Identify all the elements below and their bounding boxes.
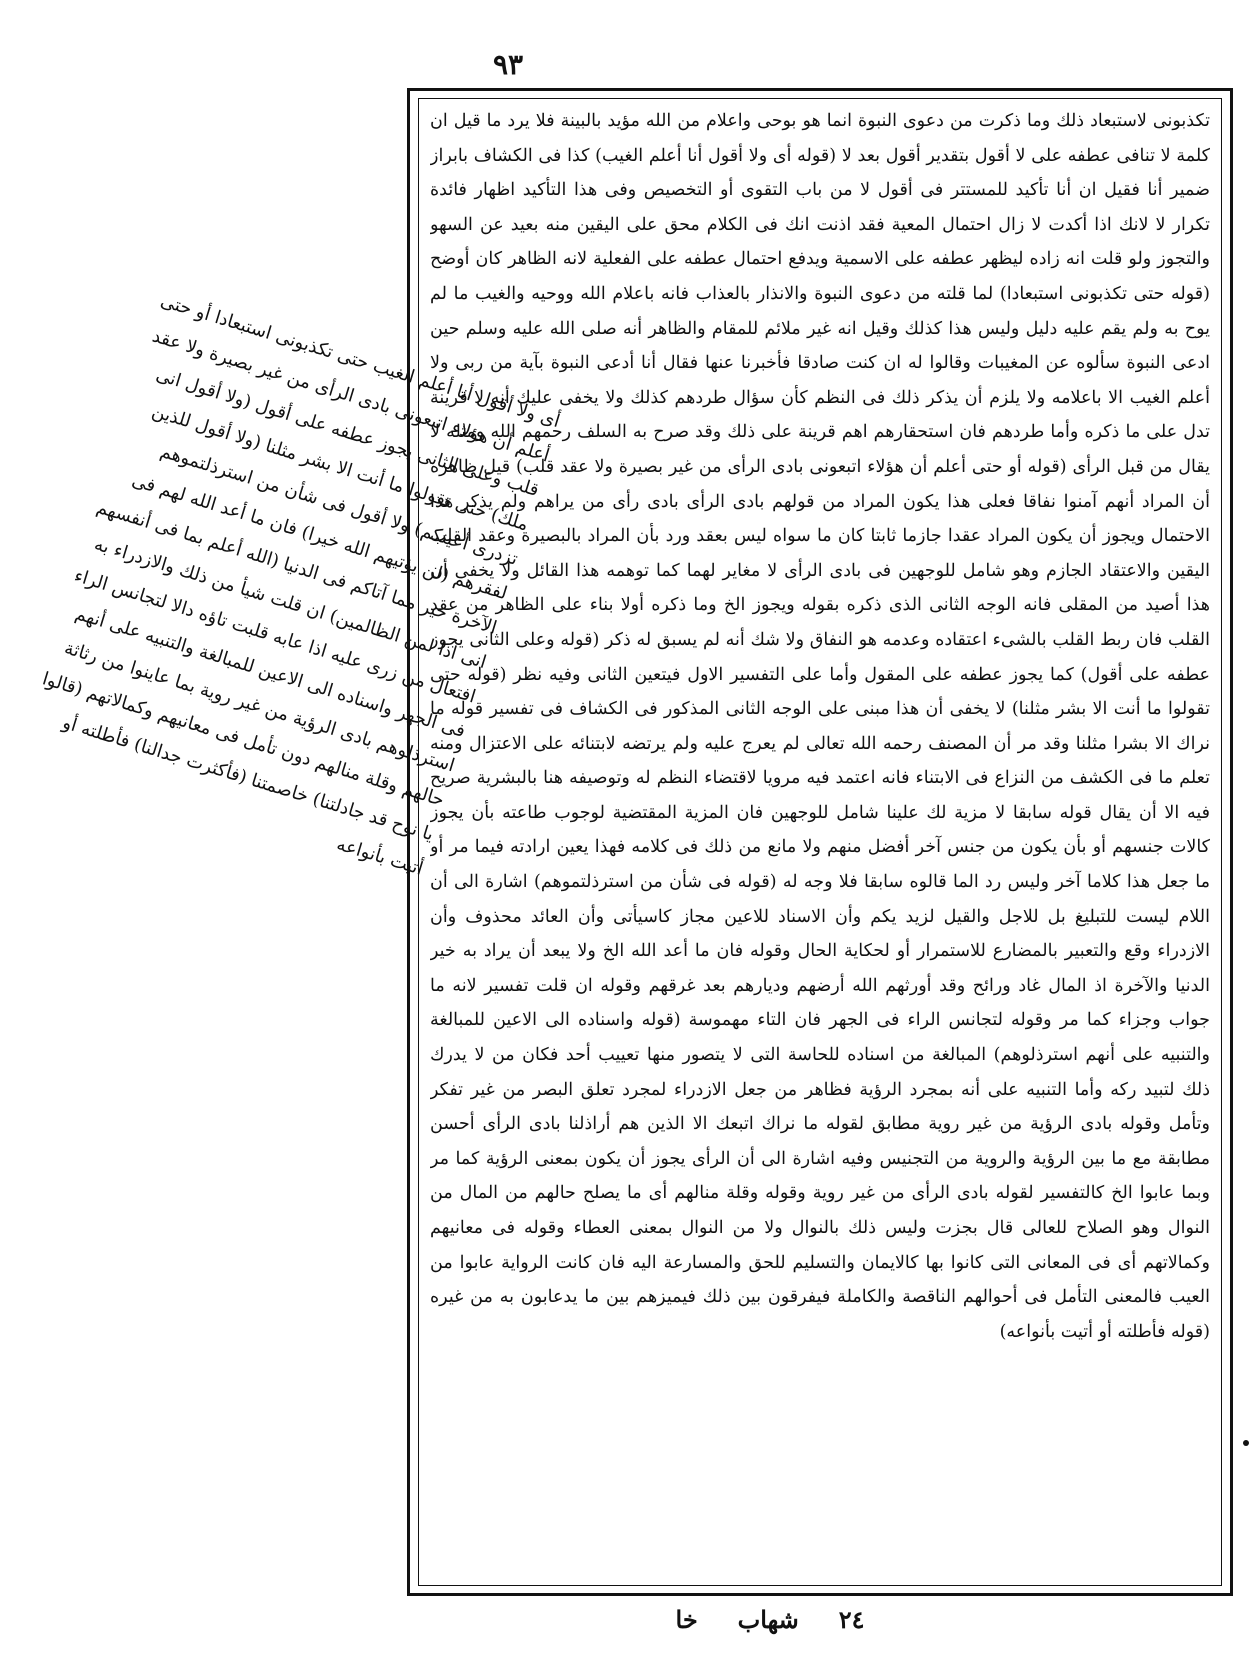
edge-dot <box>1243 1440 1249 1446</box>
footer-number: ٢٤ <box>838 1605 865 1634</box>
main-commentary-text <box>430 104 1210 1580</box>
margin-text-paragraph: أى ولا أقول أنا أعلم الغيب حتى تكذبونى استبعادا أو حتى أعلم أن هؤلاء اتبعونى بادى الرأى من غير بصيرة ولا عقد قلب وعلى الثانى يجوز عطفه على أقول (ولا أقول انى ملك) حتى تقولوا ما أنت الا بشر مثلنا (ولا أقول للذين تزدرى أعينكم) ولا أقول فى شأن من استرذلتموهم لفقرهم (لن يؤتيهم الله خيرا) فان ما أعد الله لهم فى الآخرة خير مما آتاكم فى الدنيا (الله أعلم بما فى أنفسهم انى اذا لمن الظالمين) ان قلت شيأ من ذلك والازدراء به افتعال من زرى عليه اذا عابه قلبت تاؤه دالا لتجانس الراء فى الجهر واسناده الى الاعين للمبالغة والتنبيه على أنهم استرذلوهم بادى الرؤية من غير روية بما عاينوا من رثاثة حالهم وقلة منالهم دون تأمل فى معانيهم وكمالاتهم (قالوا يا نوح قد جادلتنا) خاصمتنا (فأكثرت جدالنا) فأطلته أو أتيت بأنواعه <box>39 290 563 880</box>
footer-signature <box>620 1605 920 1634</box>
footer-title: شهاب <box>737 1605 799 1634</box>
page-number: ٩٣ <box>492 48 524 81</box>
main-text-paragraph: تكذبونى لاستبعاد ذلك وما ذكرت من دعوى النبوة انما هو بوحى واعلام من الله مؤيد بالبينة فلا يرد ما قيل ان كلمة لا تنافى عطفه على لا أقول بتقدير أقول بعد لا (قوله أى ولا أقول أنا أعلم الغيب) كذا فى الكشاف بابراز ضمير أنا فقيل ان أنا تأكيد للمستتر فى أقول لا من باب التقوى أو التخصيص وفى هذا التأكيد اظهار فائدة تكرار لا لانك اذا أكدت لا زال احتمال المعية فقد اذنت انك فى الكلام محق على اليقين منه بعيد عن السهو والتجوز ولو قلت انه زاده ليظهر عطفه على الاسمية ويدفع احتمال عطفه على الفعلية لانه الظاهر كان أوضح (قوله حتى تكذبونى استبعادا) لما قلته من دعوى النبوة والانذار بالعذاب فانه باعلام الله ووحيه والغيب ما لم يوح به ولم يقم عليه دليل وليس هذا كذلك وقيل انه غير ملائم للمقام والظاهر أنه صلى الله عليه وسلم حين ادعى النبوة سألوه عن المغيبات وقالوا له ان كنت صادقا فأخبرنا عنها فقال أنا أدعى النبوة بآية من ربى ولا أعلم الغيب الا باعلامه ولا يلزم أن يذكر ذلك فى النظم كأن سؤال طردهم كذلك ولا يخفى عليك أنه لا قرينة تدل على ما ذكره وأما طردهم فان استحقارهم اهم قرينة على ذلك وقد صرح به السلف رحمهم الله ومثله لا يقال من قبل الرأى (قوله أو حتى أعلم أن هؤلاء اتبعونى بادى الرأى من غير بصيرة ولا عقد قلب) قيل ظاهره أن المراد أنهم آمنوا نفاقا فعلى هذا يكون المراد من قولهم بادى الرأى بادى رأى من يراهم ولم يذكر هذا الاحتمال ويجوز أن يكون المراد عقدا جازما ثابتا كان ما سواه ليس بعقد ورد بأن المراد بالبصيرة وعقد القلب اليقين والاعتقاد الجازم وهو شامل للوجهين فى بادى الرأى لا مغاير لهما كما توهمه هذا القائل ولا يخفى أن هذا أصيد من المقلى فانه الوجه الثانى الذى ذكره بقوله ويجوز الخ وما ذكره أولا بناء على الظاهر من عقد القلب فان ربط القلب بالشىء اعتقاده وعدمه هو النفاق ولا شك أنه لم يسبق له ذكر (قوله وعلى الثانى يجوز عطفه على أقول) كما يجوز عطفه على المقول وأما على التفسير الاول فيتعين الثانى وفيه نظر (قوله حتى تقولوا ما أنت الا بشر مثلنا) لا يخفى أن هذا مبنى على الوجه الثانى المذكور فى الكشاف فى تفسير قوله ما نراك الا بشرا مثلنا وقد مر أن المصنف رحمه الله تعالى لم يعرج عليه ولم يرتضه لابتنائه على الاعتزال ومنه تعلم ما فى الكشف من النزاع فى الابتناء فانه اعتمد فيه مرويا لاقتضاء النظم له وتوصيفه هنا بالبشرية صريح فيه الا أن يقال قوله سابقا لا مزية لك علينا شامل للوجهين فان المزية المقتضية لوجوب طاعته بأن يجوز كالات جنسهم أو بأن يكون من جنس آخر أفضل منهم ولا مانع من ذلك فى كلامه فهذا يعين ارادته فيما مر أو ما جعل هذا كلاما آخر وليس رد الما قالوه سابقا فلا وجه له (قوله فى شأن من استرذلتموهم) اشارة الى أن اللام ليست للتبليغ بل للاجل والقيل لزيد يكم وأن الاسناد للاعين مجاز كاسيأتى وأن العائد محذوف وأن الازدراء وقع والتعبير بالمضارع للاستمرار أو لحكاية الحال وقوله فان ما أعد الله الخ ولا يبعد أن يراد به خير الدنيا والآخرة اذ المال غاد ورائح وقد أورثهم الله أرضهم وديارهم بعد غرقهم وقوله ان قلت تفسير لانه ما جواب وجزاء كما مر وقوله لتجانس الراء فى الجهر فان التاء مهموسة (قوله واسناده الى الاعين للمبالغة والتنبيه على أنهم استرذلوهم) المبالغة من اسناده للحاسة التى لا يتصور منها تعييب أحد فكان من لا يدرك ذلك لتبيد ركه وأما التنبيه على أنه بمجرد الرؤية فظاهر من جعل الازدراء لمجرد تعلق البصر من غير تفكر وتأمل وقوله بادى الرؤية من غير روية مطابق لقوله ما نراك اتبعك الا الذين هم أراذلنا بادى الرأى أحسن مطابقة مع ما بين الرؤية والروية من التجنيس وفيه اشارة الى أن الرأى يجوز أن يكون بمعنى الرؤية كما مر وبما عابوا الخ كالتفسير لقوله بادى الرأى من غير روية وقوله وقلة منالهم أى ما يصلح حالهم من المال من النوال وهو الصلاح للعالى قال بجزت وليس ذلك بالنوال ولا من النوال بمعنى العطاء وقوله فى معانيهم وكمالاتهم أى فى المعانى التى كانوا بها كالايمان والتسليم للحق والمسارعة اليه فان كانت الرواية عابوا من العيب فالمعنى التأمل فى أحوالهم الناقصة والكاملة فيفرقون بين ذلك فيميزهم بين ما يدعابون به من غيره (قوله فأطلته أو أتيت بأنواعه) <box>430 111 1210 1342</box>
footer-letters: خا <box>675 1605 698 1634</box>
